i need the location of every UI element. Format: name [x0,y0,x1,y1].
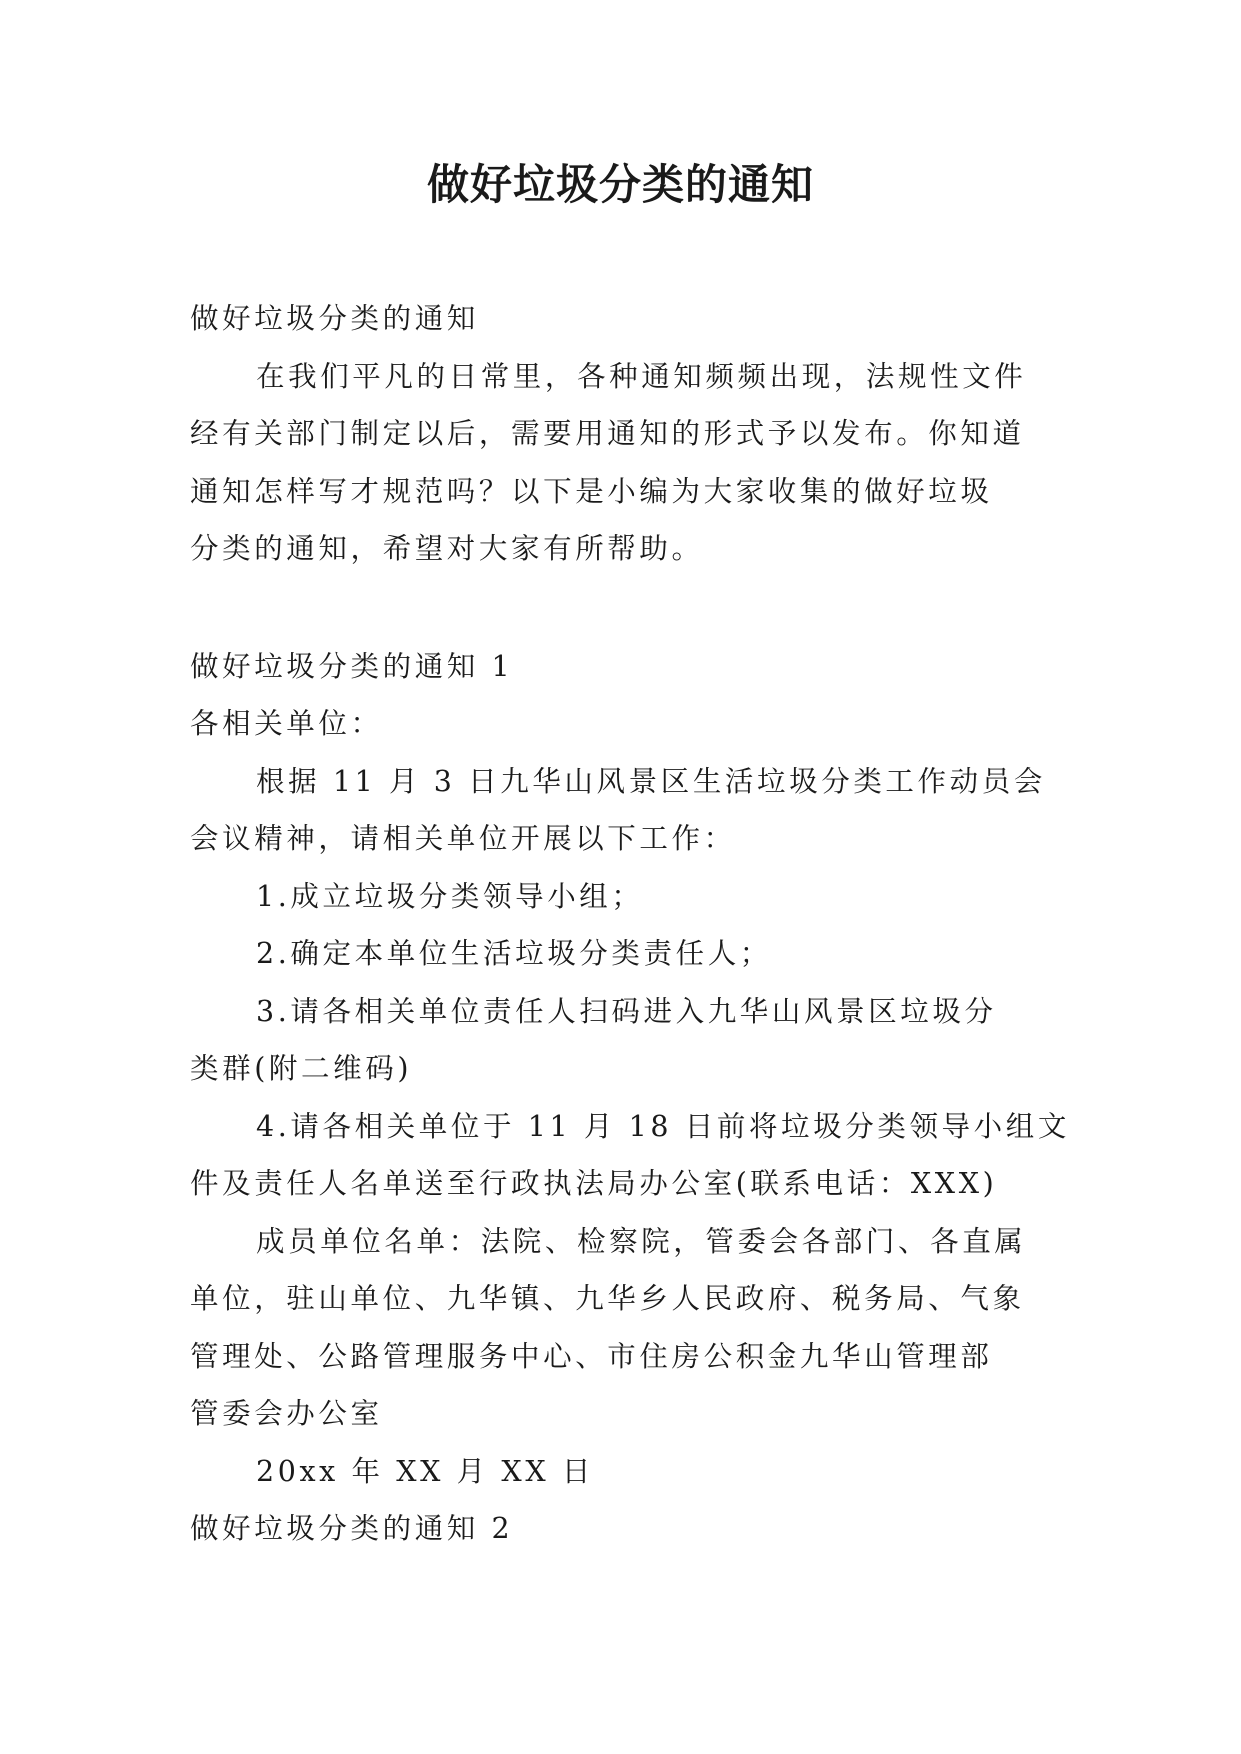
section1-heading: 做好垃圾分类的通知 1 [190,649,514,683]
intro-heading: 做好垃圾分类的通知 [190,302,479,335]
intro-line-3: 通知怎样写才规范吗？以下是小编为大家收集的做好垃圾 [190,474,993,508]
section-spacer [190,578,1060,638]
document-title: 做好垃圾分类的通知 [426,160,814,209]
salutation: 各相关单位： [190,707,383,740]
intro-line-1: 在我们平凡的日常里，各种通知频频出现，法规性文件 [256,359,1027,393]
members-line-1: 成员单位名单：法院、检察院，管委会各部门、各直属 [256,1224,1027,1258]
intro-line-4: 分类的通知，希望对大家有所帮助。 [190,532,704,565]
list-item-3-line-1: 3.请各相关单位责任人扫码进入九华山风景区垃圾分 [256,994,997,1028]
members-line-3: 管理处、公路管理服务中心、市住房公积金九华山管理部 [190,1339,993,1373]
list-item-1: 1.成立垃圾分类领导小组； [256,879,644,913]
members-line-2: 单位，驻山单位、九华镇、九华乡人民政府、税务局、气象 [190,1282,1025,1315]
document-body [190,290,1070,1558]
list-item-2: 2.确定本单位生活垃圾分类责任人； [256,937,772,970]
list-item-3-line-2: 类群(附二维码) [190,1052,413,1085]
para1-line-2: 会议精神，请相关单位开展以下工作： [190,822,736,855]
section2-heading: 做好垃圾分类的通知 2 [190,1512,514,1545]
para1-line-1: 根据 11 月 3 日九华山风景区生活垃圾分类工作动员会 [256,764,1046,798]
date: 20xx 年 XX 月 XX 日 [256,1454,594,1488]
list-item-4-line-1: 4.请各相关单位于 11 月 18 日前将垃圾分类领导小组文 [256,1109,1070,1143]
list-item-4-line-2: 件及责任人名单送至行政执法局办公室(联系电话：XXX) [190,1167,998,1200]
signature: 管委会办公室 [190,1397,383,1430]
intro-line-2: 经有关部门制定以后，需要用通知的形式予以发布。你知道 [190,417,1025,450]
